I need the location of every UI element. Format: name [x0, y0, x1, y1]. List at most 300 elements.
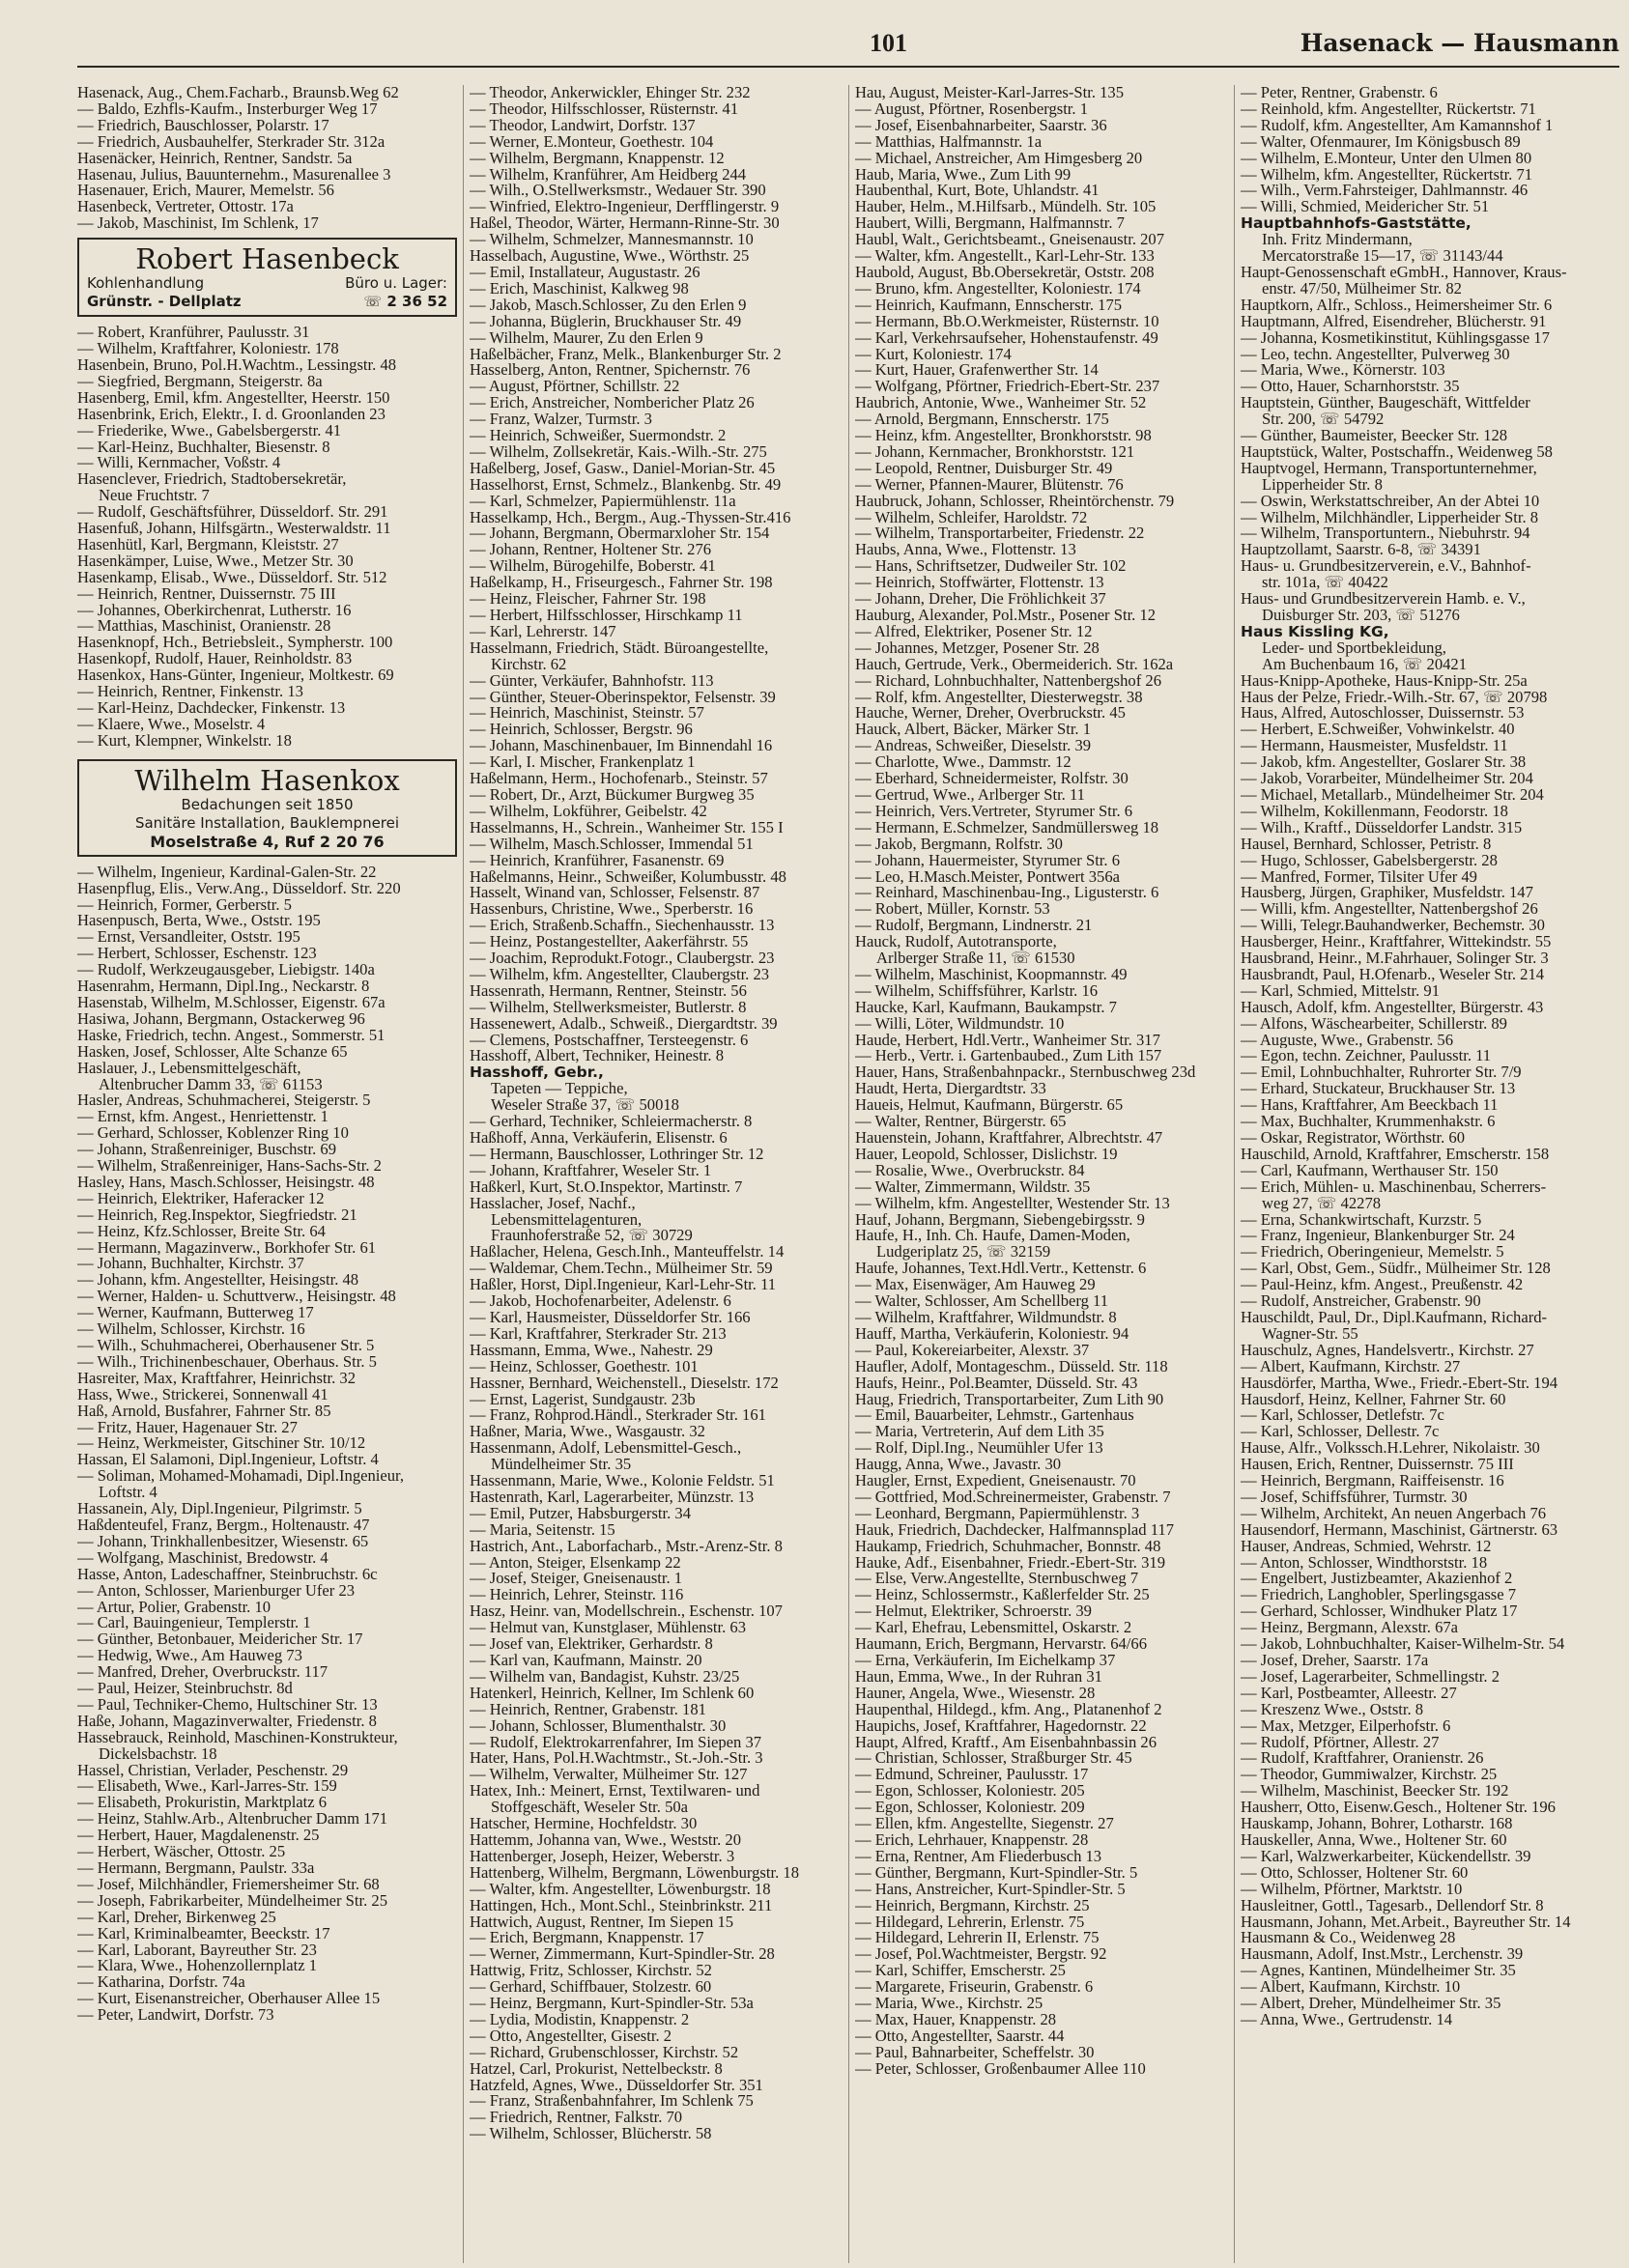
directory-entry: — Leo, H.Masch.Meister, Pontwert 356a: [855, 868, 1120, 886]
directory-entry: Mündelheimer Str. 35: [491, 1457, 632, 1474]
directory-entry: Hasshoff, Gebr.,: [470, 1064, 604, 1082]
directory-entry: — Wilh., O.Stellwerksmstr., Wedauer Str. 390: [470, 183, 766, 200]
directory-entry: — Auguste, Wwe., Grabenstr. 56: [1241, 1032, 1453, 1049]
directory-entry: — Wilhelm, Schlosser, Blücherstr. 58: [470, 2126, 712, 2143]
directory-entry: Hausherr, Otto, Eisenw.Gesch., Holtener Str. 196: [1241, 1800, 1556, 1817]
directory-entry: Haubert, Willi, Bergmann, Halfmannstr. 7: [855, 215, 1125, 233]
directory-entry: — Karl, I. Mischer, Frankenplatz 1: [470, 754, 696, 772]
directory-entry: Haus der Pelze, Friedr.-Wilh.-Str. 67, ☏ 20798: [1241, 689, 1548, 706]
directory-entry: — Hermann, E.Schmelzer, Sandmüllersweg 18: [855, 819, 1159, 836]
directory-entry: — Ernst, Versandleiter, Oststr. 195: [77, 929, 300, 947]
directory-entry: — Otto, Hauer, Scharnhorststr. 35: [1241, 379, 1460, 396]
directory-entry: — Walter, Ofenmaurer, Im Königsbusch 89: [1241, 133, 1521, 151]
directory-entry: Fraunhoferstraße 52, ☏ 30729: [491, 1228, 693, 1245]
directory-entry: — Jakob, Bergmann, Rolfstr. 30: [855, 836, 1063, 853]
directory-entry: — Heinrich, Elektriker, Haferacker 12: [77, 1190, 325, 1207]
directory-entry: Hauptbahnhofs-Gaststätte,: [1241, 215, 1472, 233]
directory-entry: — Walter, Zimmermann, Wildstr. 35: [855, 1178, 1091, 1196]
directory-entry: — Paul-Heinz, kfm. Angest., Preußenstr. 42: [1241, 1277, 1524, 1294]
directory-entry: — Willi, Löter, Wildmundstr. 10: [855, 1015, 1065, 1033]
directory-entry: — Wilhelm, Kokillenmann, Feodorstr. 18: [1241, 803, 1508, 820]
directory-entry: Hassenrath, Hermann, Rentner, Steinstr. 56: [470, 982, 747, 1000]
directory-entry: Hauptzollamt, Saarstr. 6-8, ☏ 34391: [1241, 542, 1481, 559]
directory-entry: Hasselhorst, Ernst, Schmelz., Blankenbg. Str. 49: [470, 476, 782, 494]
directory-entry: — Karl, Schiffer, Emscherstr. 25: [855, 1963, 1066, 1980]
directory-entry: Hastenrath, Karl, Lagerarbeiter, Münzstr. 13: [470, 1488, 755, 1506]
directory-entry: — Maria, Wwe., Körnerstr. 103: [1241, 362, 1445, 380]
directory-entry: — Johann, Buchhalter, Kirchstr. 37: [77, 1256, 304, 1273]
directory-entry: — Rudolf, Kraftfahrer, Oranienstr. 26: [1241, 1750, 1484, 1768]
directory-entry: — Karl, Verkehrsaufseher, Hohenstaufenstr. 49: [855, 329, 1158, 347]
directory-entry: — Max, Metzger, Eilperhofstr. 6: [1241, 1717, 1451, 1735]
directory-entry: — Herbert, Hilfsschlosser, Hirschkamp 11: [470, 608, 743, 624]
directory-entry: Haumann, Erich, Bergmann, Hervarstr. 64/66: [855, 1636, 1147, 1653]
directory-entry: — Heinz, Bergmann, Alexstr. 67a: [1241, 1620, 1459, 1637]
directory-entry: — Johann, Trinkhallenbesitzer, Wiesenstr. 65: [77, 1533, 369, 1550]
directory-entry: Haubenthal, Kurt, Bote, Uhlandstr. 41: [855, 183, 1100, 200]
directory-entry: — Elisabeth, Prokuristin, Marktplatz 6: [77, 1795, 328, 1812]
directory-entry: — Wilhelm, Lokführer, Geibelstr. 42: [470, 803, 707, 820]
directory-entry: — Karl-Heinz, Buchhalter, Biesenstr. 8: [77, 439, 330, 456]
directory-entry: Haßler, Horst, Dipl.Ingenieur, Karl-Lehr-Str. 11: [470, 1277, 777, 1294]
directory-entry: — Wilhelm, Schmelzer, Mannesmannstr. 10: [470, 232, 754, 249]
directory-entry: — Paul, Kokereiarbeiter, Alexstr. 37: [855, 1342, 1090, 1359]
directory-entry: — Karl, Laborant, Bayreuther Str. 23: [77, 1942, 317, 1959]
directory-entry: Haun, Emma, Wwe., In der Ruhran 31: [855, 1668, 1102, 1686]
directory-entry: — Otto, Angestellter, Saarstr. 44: [855, 2027, 1065, 2045]
directory-entry: — Heinz, Stahlw.Arb., Altenbrucher Damm 171: [77, 1811, 388, 1829]
directory-entry: — Helmut, Elektriker, Schroerstr. 39: [855, 1603, 1092, 1621]
directory-entry: — Werner, Halden- u. Schuttverw., Heisingstr. 48: [77, 1289, 396, 1306]
directory-entry: — Josef, Pol.Wachtmeister, Bergstr. 92: [855, 1946, 1107, 1964]
directory-entry: Haßelbächer, Franz, Melk., Blankenburger Str. 2: [470, 346, 782, 363]
directory-entry: — Leo, techn. Angestellter, Pulverweg 30: [1241, 346, 1510, 363]
directory-entry: — Christian, Schlosser, Straßburger Str. 45: [855, 1750, 1132, 1768]
directory-entry: — Walter, Schlosser, Am Schellberg 11: [855, 1293, 1109, 1310]
directory-entry: — Max, Hauer, Knappenstr. 28: [855, 2011, 1057, 2028]
directory-entry: — Friedrich, Ausbauhelfer, Sterkrader Str. 312a: [77, 133, 386, 151]
directory-entry: Haudt, Herta, Diergardtstr. 33: [855, 1081, 1046, 1098]
directory-entry: Haus-Knipp-Apotheke, Haus-Knipp-Str. 25a: [1241, 672, 1528, 690]
directory-entry: — Wilhelm, Kraftfahrer, Koloniestr. 178: [77, 341, 339, 357]
directory-entry: — Gerhard, Schiffbauer, Stolzestr. 60: [470, 1979, 712, 1997]
directory-entry: Hausbrand, Heinr., M.Fahrhauer, Solinger Str. 3: [1241, 950, 1549, 967]
directory-entry: — Rudolf, Werkzeugausgeber, Liebigstr. 140a: [77, 962, 375, 979]
directory-entry: Arlberger Straße 11, ☏ 61530: [876, 950, 1075, 967]
directory-entry: — Günther, Bergmann, Kurt-Spindler-Str. 5: [855, 1864, 1138, 1882]
directory-entry: Hauschild, Arnold, Kraftfahrer, Emscherstr. 158: [1241, 1146, 1550, 1163]
directory-entry: str. 101a, ☏ 40422: [1262, 575, 1388, 592]
directory-entry: Hastrich, Ant., Laborfacharb., Mstr.-Arenz-Str. 8: [470, 1538, 783, 1555]
directory-entry: Weseler Straße 37, ☏ 50018: [491, 1097, 679, 1115]
ad-text: Bedachungen seit 1850: [181, 795, 354, 813]
directory-entry: Haupenthal, Hildegd., kfm. Ang., Platanenhof 2: [855, 1701, 1162, 1718]
directory-entry: — Erich, Mühlen- u. Maschinenbau, Scherrers-: [1241, 1178, 1547, 1196]
directory-entry: — Josef, Dreher, Saarstr. 17a: [1241, 1653, 1429, 1669]
directory-entry: Hassenburs, Christine, Wwe., Sperberstr. 16: [470, 901, 754, 919]
directory-entry: — Wilhelm, Ingenieur, Kardinal-Galen-Str. 22: [77, 864, 377, 881]
directory-entry: — Joseph, Fabrikarbeiter, Mündelheimer Str. 25: [77, 1892, 388, 1910]
directory-entry: — Egon, Schlosser, Koloniestr. 209: [855, 1800, 1085, 1817]
directory-entry: Haßlacher, Helena, Gesch.Inh., Manteuffelstr. 14: [470, 1244, 785, 1262]
directory-entry: Hasenbeck, Vertreter, Ottostr. 17a: [77, 199, 294, 216]
directory-entry: Hau, August, Meister-Karl-Jarres-Str. 135: [855, 85, 1125, 101]
directory-entry: Stoffgeschäft, Weseler Str. 50a: [491, 1800, 689, 1817]
ad-line: [87, 293, 447, 311]
directory-entry: Hauff, Martha, Verkäuferin, Koloniestr. 94: [855, 1325, 1129, 1343]
directory-entry: — Waldemar, Chem.Techn., Mülheimer Str. 59: [470, 1261, 773, 1278]
directory-entry: — Manfred, Dreher, Overbruckstr. 117: [77, 1664, 329, 1682]
directory-entry: — Franz, Walzer, Turmstr. 3: [470, 411, 652, 429]
directory-entry: — Rudolf, kfm. Angestellter, Am Kamannshof 1: [1241, 117, 1554, 134]
directory-entry: — Werner, Kaufmann, Butterweg 17: [77, 1305, 314, 1322]
directory-entry: — Wilhelm, Masch.Schlosser, Immendal 51: [470, 836, 754, 853]
directory-entry: — Hildegard, Lehrerin II, Erlenstr. 75: [855, 1930, 1100, 1947]
directory-entry: — Carl, Bauingenieur, Templerstr. 1: [77, 1615, 311, 1632]
directory-entry: — Maria, Vertreterin, Auf dem Lith 35: [855, 1424, 1104, 1441]
directory-entry: — Matthias, Halfmannstr. 1a: [855, 133, 1043, 151]
directory-entry: Haubs, Anna, Wwe., Flottenstr. 13: [855, 542, 1076, 559]
directory-entry: — Bruno, kfm. Angestellter, Koloniestr. 174: [855, 280, 1141, 298]
directory-entry: — Hermann, Bauschlosser, Lothringer Str. 12: [470, 1146, 764, 1163]
directory-entry: — Jakob, Maschinist, Im Schlenk, 17: [77, 215, 319, 233]
directory-entry: Hasselmann, Friedrich, Städt. Büroangestellte,: [470, 639, 769, 657]
directory-entry: — Rudolf, Elektrokarrenfahrer, Im Siepen 37: [470, 1734, 762, 1751]
directory-entry: Hasenpusch, Berta, Wwe., Oststr. 195: [77, 913, 321, 930]
directory-entry: Hasenack, Aug., Chem.Facharb., Braunsb.Weg 62: [77, 85, 399, 101]
directory-entry: — Otto, Angestellter, Gisestr. 2: [470, 2027, 672, 2045]
directory-entry: Hasselt, Winand van, Schlosser, Felsenstr. 87: [470, 885, 760, 902]
directory-entry: — Wilhelm, kfm. Angestellter, Claubergstr. 23: [470, 966, 770, 983]
directory-entry: — Klara, Wwe., Hohenzollernplatz 1: [77, 1958, 318, 1975]
directory-entry: Hause, Alfr., Volkssch.H.Lehrer, Nikolaistr. 30: [1241, 1440, 1540, 1458]
directory-entry: Hauskamp, Johann, Bohrer, Lotharstr. 168: [1241, 1816, 1513, 1832]
directory-entry: — Werner, E.Monteur, Goethestr. 104: [470, 133, 714, 151]
directory-entry: Wagner-Str. 55: [1262, 1325, 1358, 1343]
directory-entry: — Paul, Techniker-Chemo, Hultschiner Str. 13: [77, 1696, 378, 1714]
directory-entry: — Werner, Pfannen-Maurer, Blütenstr. 76: [855, 476, 1124, 494]
directory-entry: — Wilh., Trichinenbeschauer, Oberhaus. Str. 5: [77, 1353, 377, 1371]
directory-entry: Lebensmittelagenturen,: [491, 1211, 643, 1229]
directory-entry: Haubold, August, Bb.Obersekretär, Oststr. 208: [855, 264, 1155, 281]
directory-entry: — Alfred, Elektriker, Posener Str. 12: [855, 623, 1093, 640]
directory-entry: — Heinrich, Stoffwärter, Flottenstr. 13: [855, 575, 1104, 592]
directory-entry: — Karl, Dreher, Birkenweg 25: [77, 1909, 276, 1926]
directory-entry: — Günther, Betonbauer, Meidericher Str. 17: [77, 1631, 363, 1649]
directory-entry: — Johann, Kernmacher, Bronkhorststr. 121: [855, 443, 1135, 461]
directory-entry: — Clemens, Postschaffner, Tersteegenstr. 6: [470, 1032, 749, 1049]
directory-entry: — Reinhard, Maschinenbau-Ing., Ligusterstr. 6: [855, 885, 1159, 902]
directory-entry: — Jakob, Lohnbuchhalter, Kaiser-Wilhelm-Str. 54: [1241, 1636, 1565, 1653]
directory-entry: — Karl, Schmied, Mittelstr. 91: [1241, 982, 1441, 1000]
directory-entry: Haße, Johann, Magazinverwalter, Friedenstr. 8: [77, 1713, 377, 1730]
directory-entry: — Heinrich, Former, Gerberstr. 5: [77, 896, 292, 914]
directory-entry: Altenbrucher Damm 33, ☏ 61153: [99, 1076, 323, 1093]
ad-text: Sanitäre Installation, Bauklempnerei: [134, 813, 400, 832]
directory-entry: Hasenstab, Wilhelm, M.Schlosser, Eigenstr. 67a: [77, 994, 386, 1011]
directory-entry: — Josef, Lagerarbeiter, Schmellingstr. 2: [1241, 1668, 1500, 1686]
directory-entry: Haupt, Alfred, Kraftf., Am Eisenbahnbassin 26: [855, 1734, 1157, 1751]
ad-line: [87, 274, 447, 293]
directory-entry: Hasreiter, Max, Kraftfahrer, Heinrichstr. 32: [77, 1370, 357, 1387]
directory-entry: — Johann, Hauermeister, Styrumer Str. 6: [855, 852, 1121, 869]
directory-entry: — Hugo, Schlosser, Gabelsbergerstr. 28: [1241, 852, 1498, 869]
directory-entry: — Johann, Rentner, Holtener Str. 276: [470, 542, 712, 559]
directory-entry: Haupichs, Josef, Kraftfahrer, Hagedornstr. 22: [855, 1717, 1147, 1735]
directory-entry: — Elisabeth, Wwe., Karl-Jarres-Str. 159: [77, 1778, 337, 1796]
directory-entry: Haslauer, J., Lebensmittelgeschäft,: [77, 1060, 301, 1077]
directory-entry: — Theodor, Hilfsschlosser, Rüsternstr. 41: [470, 100, 739, 118]
directory-entry: — Walter, kfm. Angestellt., Karl-Lehr-Str. 133: [855, 248, 1155, 265]
page-number: 101: [870, 29, 907, 57]
directory-entry: — Oskar, Registrator, Wörthstr. 60: [1241, 1130, 1466, 1147]
directory-entry: — Emil, Bauarbeiter, Lehmstr., Gartenhaus: [855, 1407, 1134, 1425]
directory-entry: — Engelbert, Justizbeamter, Akazienhof 2: [1241, 1571, 1513, 1588]
directory-entry: — Karl, Lehrerstr. 147: [470, 623, 616, 640]
advertisement-box: [77, 759, 457, 857]
directory-entry: — Eberhard, Schneidermeister, Rolfstr. 30: [855, 771, 1129, 787]
directory-entry: Hassenmann, Marie, Wwe., Kolonie Feldstr. 51: [470, 1473, 775, 1489]
directory-entry: Hatenkerl, Heinrich, Kellner, Im Schlenk 60: [470, 1685, 755, 1702]
directory-entry: — Kreszenz Wwe., Oststr. 8: [1241, 1701, 1424, 1718]
directory-entry: Hassebrauck, Reinhold, Maschinen-Konstrukteur,: [77, 1729, 398, 1746]
directory-entry: — Heinrich, Reg.Inspektor, Siegfriedstr. 21: [77, 1206, 357, 1224]
directory-entry: — Wilhelm, E.Monteur, Unter den Ulmen 80: [1241, 150, 1532, 167]
directory-entry: — Wilhelm, Stellwerksmeister, Butlerstr. 8: [470, 999, 747, 1016]
directory-entry: Hasenbrink, Erich, Elektr., I. d. Groonlanden 23: [77, 406, 386, 423]
directory-entry: — Herbert, Hauer, Magdalenenstr. 25: [77, 1828, 320, 1845]
directory-entry: Inh. Fritz Mindermann,: [1262, 232, 1413, 249]
directory-entry: — Wilhelm, Kraftfahrer, Wildmundstr. 8: [855, 1309, 1117, 1326]
directory-entry: — Kurt, Hauer, Grafenwerther Str. 14: [855, 362, 1099, 380]
directory-entry: Hauburg, Alexander, Pol.Mstr., Posener Str. 12: [855, 608, 1157, 624]
directory-entry: — Friedrich, Langhobler, Sperlingsgasse 7: [1241, 1587, 1517, 1604]
directory-entry: — Josef, Eisenbahnarbeiter, Saarstr. 36: [855, 117, 1107, 134]
directory-entry: — Herbert, E.Schweißer, Vohwinkelstr. 40: [1241, 722, 1515, 739]
directory-entry: Hauschulz, Agnes, Handelsvertr., Kirchstr. 27: [1241, 1342, 1534, 1359]
directory-entry: — Hildegard, Lehrerin, Erlenstr. 75: [855, 1914, 1085, 1931]
directory-entry: — Jakob, Vorarbeiter, Mündelheimer Str. 204: [1241, 771, 1533, 787]
directory-entry: — Wilhelm, Schlosser, Kirchstr. 16: [77, 1321, 305, 1338]
directory-entry: — Wilhelm, Zollsekretär, Kais.-Wilh.-Str. 275: [470, 443, 767, 461]
directory-entry: — Rudolf, Geschäftsführer, Düsseldorf. Str. 291: [77, 504, 388, 522]
directory-entry: — Johann, Straßenreiniger, Buschstr. 69: [77, 1142, 337, 1159]
directory-entry: — Erich, Bergmann, Knappenstr. 17: [470, 1930, 704, 1947]
directory-entry: Hauser, Andreas, Schmied, Wehrstr. 12: [1241, 1538, 1492, 1555]
directory-entry: Hasenberg, Emil, kfm. Angestellter, Heerstr. 150: [77, 389, 390, 407]
directory-entry: — Karl, Kraftfahrer, Sterkrader Str. 213: [470, 1325, 727, 1343]
directory-entry: Haßhoff, Anna, Verkäuferin, Elisenstr. 6: [470, 1130, 728, 1147]
directory-entry: — Paul, Bahnarbeiter, Scheffelstr. 30: [855, 2044, 1095, 2061]
directory-entry: — Günther, Steuer-Oberinspektor, Felsenstr. 39: [470, 689, 776, 706]
directory-entry: Haßdenteufel, Franz, Bergm., Holtenaustr. 47: [77, 1517, 370, 1534]
directory-entry: — Paul, Heizer, Steinbruchstr. 8d: [77, 1681, 293, 1697]
directory-entry: — Rolf, kfm. Angestellter, Diesterwegstr. 38: [855, 689, 1143, 706]
directory-entry: Haske, Friedrich, techn. Angest., Sommerstr. 51: [77, 1027, 386, 1044]
directory-entry: Hasler, Andreas, Schuhmacherei, Steigerstr. 5: [77, 1092, 371, 1110]
directory-entry: — Wilhelm, Milchhändler, Lipperheider Str. 8: [1241, 509, 1539, 526]
directory-entry: Hassel, Christian, Verlader, Peschenstr. 29: [77, 1762, 349, 1779]
directory-entry: — Matthias, Maschinist, Oranienstr. 28: [77, 618, 331, 636]
directory-entry: — Albert, Dreher, Mündelheimer Str. 35: [1241, 1996, 1501, 2012]
directory-entry: Hattenberger, Joseph, Heizer, Weberstr. 3: [470, 1848, 735, 1865]
directory-entry: — Jakob, Masch.Schlosser, Zu den Erlen 9: [470, 297, 747, 314]
directory-entry: — Willi, Telegr.Bauhandwerker, Bechemstr. 30: [1241, 918, 1545, 935]
directory-entry: Hauptvogel, Hermann, Transportunternehmer,: [1241, 460, 1537, 477]
directory-entry: Hassmann, Emma, Wwe., Nahestr. 29: [470, 1342, 713, 1359]
directory-entry: — Leonhard, Bergmann, Papiermühlenstr. 3: [855, 1505, 1140, 1522]
directory-entry: — Heinz, Bergmann, Kurt-Spindler-Str. 53a: [470, 1996, 754, 2012]
directory-entry: Haßkerl, Kurt, St.O.Inspektor, Martinstr. 7: [470, 1178, 743, 1196]
directory-entry: — Heinrich, Rentner, Grabenstr. 181: [470, 1701, 706, 1718]
directory-entry: Haus Kissling KG,: [1241, 623, 1389, 640]
directory-entry: — Heinz, kfm. Angestellter, Bronkhorststr. 98: [855, 428, 1152, 444]
directory-entry: — Erich, Straßenb.Schaffn., Siechenhausstr. 13: [470, 918, 775, 935]
directory-entry: Hasenauer, Erich, Maurer, Memelstr. 56: [77, 183, 334, 200]
directory-entry: — Jakob, Hochofenarbeiter, Adelenstr. 6: [470, 1293, 731, 1310]
directory-entry: — Günther, Baumeister, Beecker Str. 128: [1241, 428, 1508, 444]
directory-entry: — Theodor, Ankerwickler, Ehinger Str. 232: [470, 85, 751, 101]
directory-entry: — Hermann, Bb.O.Werkmeister, Rüsternstr. 10: [855, 313, 1159, 330]
directory-entry: — Wilhelm, Transportarbeiter, Friedenstr. 22: [855, 525, 1145, 543]
directory-entry: Hausbrandt, Paul, H.Ofenarb., Weseler Str. 214: [1241, 966, 1545, 983]
directory-entry: — Agnes, Kantinen, Mündelheimer Str. 35: [1241, 1963, 1516, 1980]
directory-entry: — Herb., Vertr. i. Gartenbaubed., Zum Lith 157: [855, 1048, 1162, 1065]
directory-column: [77, 85, 463, 2263]
directory-entry: Haukamp, Friedrich, Schuhmacher, Bonnstr. 48: [855, 1538, 1161, 1555]
directory-entry: — Erich, Lehrhauer, Knappenstr. 28: [855, 1831, 1089, 1849]
directory-entry: Hausch, Adolf, kfm. Angestellter, Bürgerstr. 43: [1241, 999, 1544, 1016]
directory-entry: — Wilhelm, Straßenreiniger, Hans-Sachs-Str. 2: [77, 1158, 382, 1175]
directory-entry: enstr. 47/50, Mülheimer Str. 82: [1262, 280, 1462, 298]
directory-entry: — August, Pförtner, Rosenbergstr. 1: [855, 100, 1089, 118]
directory-entry: — Wilhelm, Bergmann, Knappenstr. 12: [470, 150, 725, 167]
directory-entry: — Karl van, Kaufmann, Mainstr. 20: [470, 1653, 702, 1669]
directory-entry: Hass, Wwe., Strickerei, Sonnenwall 41: [77, 1386, 329, 1403]
directory-entry: — Franz, Straßenbahnfahrer, Im Schlenk 75: [470, 2093, 754, 2111]
directory-entry: Hauke, Adf., Eisenbahner, Friedr.-Ebert-Str. 319: [855, 1554, 1165, 1572]
directory-entry: Hasenkamp, Elisab., Wwe., Düsseldorf. Str. 512: [77, 569, 387, 586]
directory-entry: — Richard, Grubenschlosser, Kirchstr. 52: [470, 2044, 739, 2061]
directory-entry: Hasenpflug, Elis., Verw.Ang., Düsseldorf. Str. 220: [77, 880, 401, 897]
directory-entry: — Gerhard, Schlosser, Koblenzer Ring 10: [77, 1125, 349, 1143]
directory-entry: — Kurt, Klempner, Winkelstr. 18: [77, 732, 292, 750]
directory-entry: — Karl, Schmelzer, Papiermühlenstr. 11a: [470, 493, 736, 510]
directory-entry: Hater, Hans, Pol.H.Wachtmstr., St.-Joh.-Str. 3: [470, 1750, 763, 1768]
directory-entry: — Manfred, Former, Tilsiter Ufer 49: [1241, 868, 1477, 886]
directory-entry: — Rosalie, Wwe., Overbruckstr. 84: [855, 1162, 1085, 1179]
ad-address: Grünstr. - Dellplatz: [87, 293, 242, 311]
directory-entry: — Robert, Kranführer, Paulusstr. 31: [77, 325, 310, 342]
directory-entry: Haus, Alfred, Autoschlosser, Duissernstr. 53: [1241, 705, 1525, 723]
directory-entry: — Johann, Maschinenbauer, Im Binnendahl 16: [470, 738, 773, 755]
directory-entry: — Charlotte, Wwe., Dammstr. 12: [855, 754, 1072, 772]
directory-entry: — Reinhold, kfm. Angestellter, Rückertstr. 71: [1241, 100, 1536, 118]
directory-entry: Haugg, Anna, Wwe., Javastr. 30: [855, 1457, 1062, 1474]
directory-entry: — Franz, Ingenieur, Blankenburger Str. 24: [1241, 1228, 1515, 1245]
directory-entry: — Rudolf, Anstreicher, Grabenstr. 90: [1241, 1293, 1481, 1310]
directory-entry: Duisburger Str. 203, ☏ 51276: [1262, 608, 1460, 624]
directory-entry: — Wolfgang, Maschinist, Bredowstr. 4: [77, 1549, 329, 1567]
directory-entry: — Anton, Schlosser, Windthorststr. 18: [1241, 1554, 1488, 1572]
directory-entry: — Anton, Schlosser, Marienburger Ufer 23: [77, 1582, 356, 1600]
directory-entry: Haude, Herbert, Hdl.Vertr., Wanheimer Str. 317: [855, 1032, 1160, 1049]
directory-entry: — Johannes, Metzger, Posener Str. 28: [855, 639, 1100, 657]
directory-entry: Haßelberg, Josef, Gasw., Daniel-Morian-Str. 45: [470, 460, 776, 477]
directory-entry: — Erna, Rentner, Am Fliederbusch 13: [855, 1848, 1102, 1865]
directory-entry: Hauer, Leopold, Schlosser, Dislichstr. 19: [855, 1146, 1118, 1163]
directory-entry: — Artur, Polier, Grabenstr. 10: [77, 1599, 272, 1616]
directory-entry: — Friedrich, Rentner, Falkstr. 70: [470, 2110, 683, 2127]
directory-entry: — Rolf, Dipl.Ing., Neumühler Ufer 13: [855, 1440, 1103, 1458]
directory-entry: — Wilh., Verm.Fahrsteiger, Dahlmannstr. 46: [1241, 183, 1529, 200]
directory-entry: Hattemm, Johanna van, Wwe., Weststr. 20: [470, 1831, 742, 1849]
directory-columns: [77, 85, 1619, 2263]
directory-entry: Haufler, Adolf, Montageschm., Düsseld. Str. 118: [855, 1358, 1168, 1375]
directory-entry: Haugler, Ernst, Expedient, Gneisenaustr. 70: [855, 1473, 1136, 1489]
directory-entry: Hausberg, Jürgen, Graphiker, Musfeldstr. 147: [1241, 885, 1533, 902]
directory-entry: — Andreas, Schweißer, Dieselstr. 39: [855, 738, 1092, 755]
directory-entry: — Soliman, Mohamed-Mohamadi, Dipl.Ingenieur,: [77, 1468, 405, 1486]
directory-entry: — Karl, Walzwerkarbeiter, Kückendellstr. 39: [1241, 1848, 1531, 1865]
directory-entry: Hausendorf, Hermann, Maschinist, Gärtnerstr. 63: [1241, 1521, 1558, 1539]
directory-entry: — Josef, Schiffsführer, Turmstr. 30: [1241, 1488, 1468, 1506]
directory-entry: — Kurt, Koloniestr. 174: [855, 346, 1012, 363]
directory-entry: Hassenewert, Adalb., Schweiß., Diergardtstr. 39: [470, 1015, 778, 1033]
directory-entry: Dickelsbachstr. 18: [99, 1745, 217, 1763]
directory-entry: Hauer, Hans, Straßenbahnpackr., Sternbuschweg 23d: [855, 1064, 1196, 1082]
directory-entry: — Klaere, Wwe., Moselstr. 4: [77, 716, 266, 733]
directory-entry: — Peter, Rentner, Grabenstr. 6: [1241, 85, 1438, 101]
advertisement-box: [77, 238, 457, 317]
directory-entry: — Wilhelm, Maurer, Zu den Erlen 9: [470, 329, 703, 347]
ad-text: Büro u. Lager:: [345, 274, 447, 293]
directory-entry: — Johann, Schlosser, Blumenthalstr. 30: [470, 1717, 727, 1735]
directory-entry: — Heinrich, Schlosser, Bergstr. 96: [470, 722, 693, 739]
directory-entry: — Johannes, Oberkirchenrat, Lutherstr. 16: [77, 602, 352, 619]
directory-entry: — Karl, Hausmeister, Düsseldorfer Str. 166: [470, 1309, 751, 1326]
directory-entry: Hasiwa, Johann, Bergmann, Ostackerweg 96: [77, 1010, 365, 1028]
directory-entry: Haus- u. Grundbesitzerverein, e.V., Bahnhof-: [1241, 558, 1531, 576]
directory-column: [848, 85, 1234, 2263]
directory-entry: — Hans, Schriftsetzer, Dudweiler Str. 102: [855, 558, 1127, 576]
directory-entry: Haucke, Karl, Kaufmann, Baukampstr. 7: [855, 999, 1117, 1016]
directory-entry: — Heinz, Kfz.Schlosser, Breite Str. 64: [77, 1223, 326, 1240]
directory-entry: — Friedrich, Bauschlosser, Polarstr. 17: [77, 117, 329, 134]
directory-entry: — Erna, Verkäuferin, Im Eichelkamp 37: [855, 1653, 1116, 1669]
directory-entry: — Egon, techn. Zeichner, Paulusstr. 11: [1241, 1048, 1492, 1065]
directory-entry: — Robert, Müller, Kornstr. 53: [855, 901, 1050, 919]
ad-phone: ☏ 2 36 52: [363, 293, 447, 311]
directory-entry: — Anton, Steiger, Elsenkamp 22: [470, 1554, 681, 1572]
directory-entry: — Gottfried, Mod.Schreinermeister, Grabenstr. 7: [855, 1488, 1171, 1506]
directory-entry: — Friederike, Wwe., Gabelsbergerstr. 41: [77, 422, 342, 439]
directory-entry: — Heinrich, Vers.Vertreter, Styrumer Str. 6: [855, 803, 1133, 820]
directory-entry: — Siegfried, Bergmann, Steigerstr. 8a: [77, 373, 323, 390]
directory-entry: — Herbert, Wäscher, Ottostr. 25: [77, 1844, 286, 1860]
directory-entry: — Rudolf, Bergmann, Lindnerstr. 21: [855, 918, 1093, 935]
directory-entry: Hasselkamp, Hch., Bergm., Aug.-Thyssen-Str.416: [470, 509, 791, 526]
directory-entry: Haub, Maria, Wwe., Zum Lith 99: [855, 166, 1072, 184]
directory-entry: Hauck, Rudolf, Autotransporte,: [855, 934, 1057, 951]
directory-entry: — Erna, Schankwirtschaft, Kurzstr. 5: [1241, 1211, 1482, 1229]
directory-entry: Hasenkopf, Rudolf, Hauer, Reinholdstr. 83: [77, 651, 353, 668]
directory-entry: Am Buchenbaum 16, ☏ 20421: [1262, 656, 1468, 673]
directory-entry: — Erich, Maschinist, Kalkweg 98: [470, 280, 689, 298]
directory-entry: Hauch, Gertrude, Verk., Obermeiderich. Str. 162a: [855, 656, 1174, 673]
directory-entry: — Karl, Kriminalbeamter, Beeckstr. 17: [77, 1925, 330, 1942]
directory-entry: — Johann, Bergmann, Obermarxloher Str. 154: [470, 525, 770, 543]
